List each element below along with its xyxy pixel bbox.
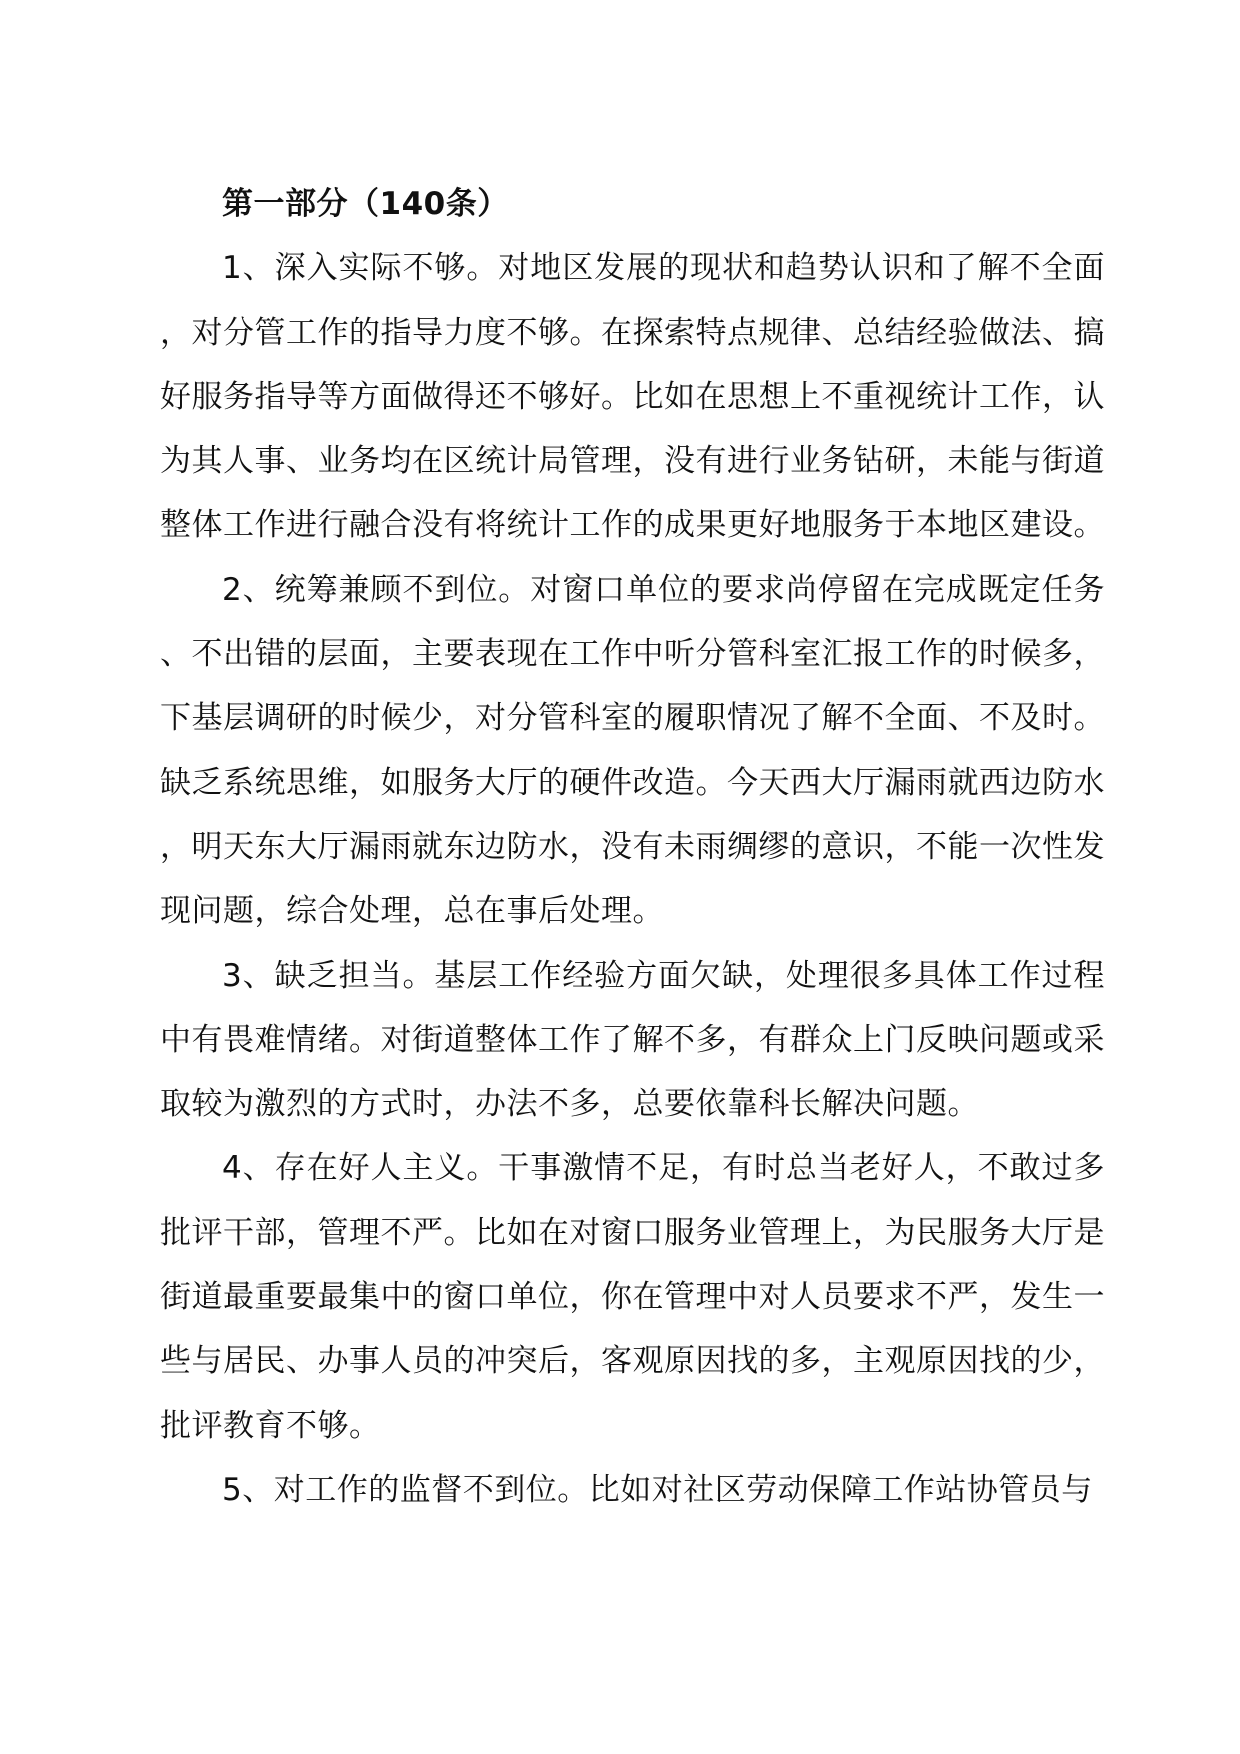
section-heading: 第一部分（140条） — [222, 186, 509, 222]
paragraph-1: 1、深入实际不够。对地区发展的现状和趋势认识和了解不全面，对分管工作的指导力度不够。在探索特点规律、总结经验做法、搞好服务指导等方面做得还不够好。比如在思想上不重视统计工作，认为其人事、业务均在区统计局管理，没有进行业务钻研，未能与街道整体工作进行融合没有将统计工作的成果更好地服务于本地区建设。 — [160, 250, 1105, 544]
paragraph-5: 5、对工作的监督不到位。比如对社区劳动保障工作站协管员与 — [222, 1471, 1093, 1508]
paragraph-4: 4、存在好人主义。干事激情不足，有时总当老好人，不敢过多批评干部，管理不严。比如在对窗口服务业管理上，为民服务大厅是街道最重要最集中的窗口单位，你在管理中对人员要求不严，发生一些与居民、办事人员的冲突后，客观原因找的多，主观原因找的少，批评教育不够。 — [160, 1150, 1105, 1444]
paragraph-3: 3、缺乏担当。基层工作经验方面欠缺，处理很多具体工作过程中有畏难情绪。对街道整体工作了解不多，有群众上门反映问题或采取较为激烈的方式时，办法不多，总要依靠科长解决问题。 — [160, 957, 1105, 1123]
paragraph-2: 2、统筹兼顾不到位。对窗口单位的要求尚停留在完成既定任务、不出错的层面，主要表现在工作中听分管科室汇报工作的时候多，下基层调研的时候少，对分管科室的履职情况了解不全面、不及时。缺乏系统思维，如服务大厅的硬件改造。今天西大厅漏雨就西边防水，明天东大厅漏雨就东边防水，没有未雨绸缪的意识，不能一次性发现问题，综合处理，总在事后处理。 — [160, 571, 1105, 930]
document-body — [160, 172, 1105, 1522]
